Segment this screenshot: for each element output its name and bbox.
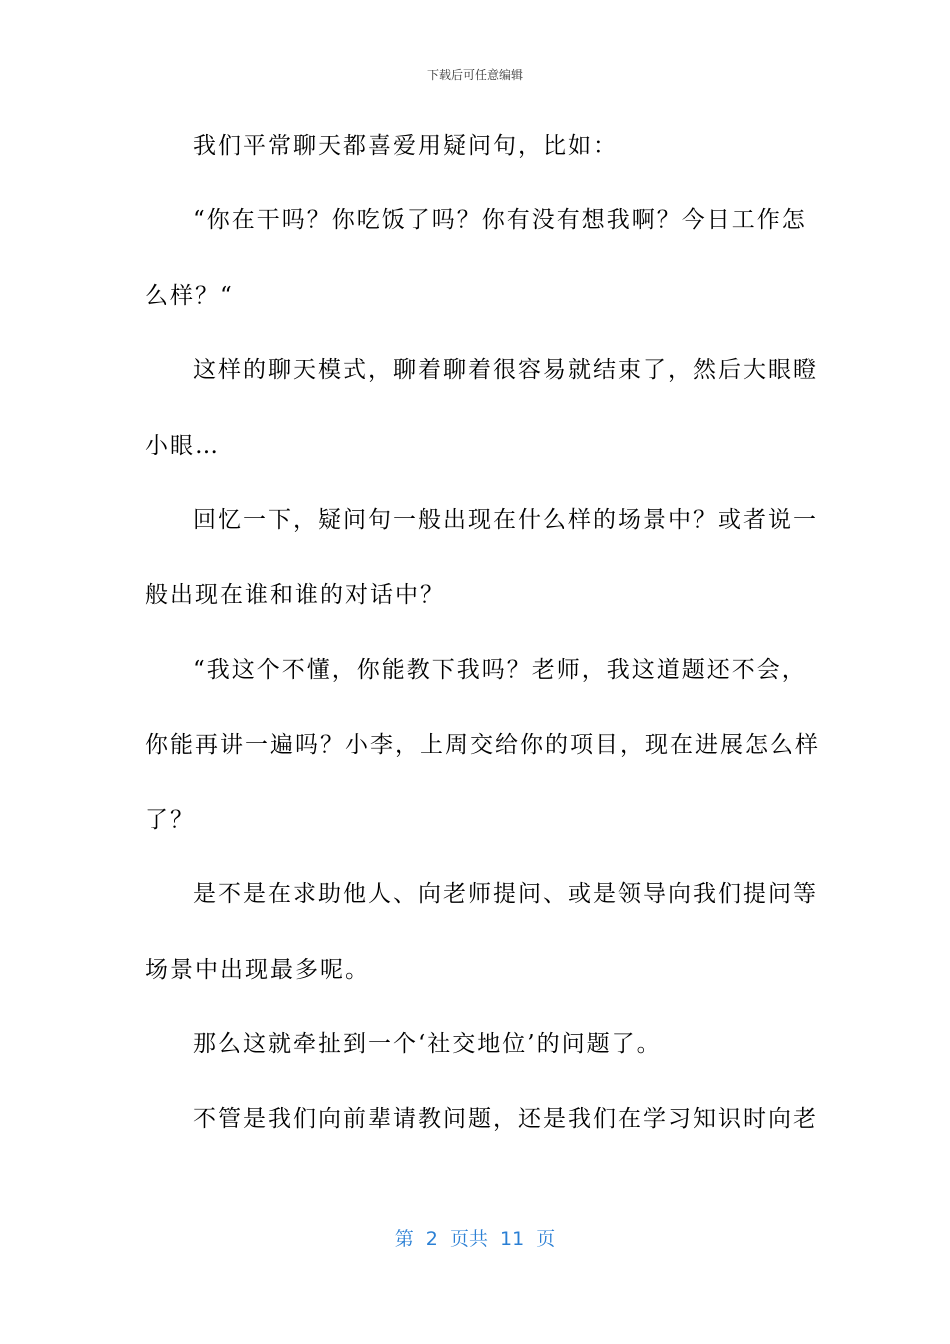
- paragraph-line: 你能再讲一遍吗？小李，上周交给你的项目，现在进展怎么样: [145, 732, 820, 758]
- paragraph-line: 么样？“: [145, 283, 234, 309]
- paragraph-line: “我这个不懂，你能教下我吗？老师，我这道题还不会，: [193, 657, 807, 683]
- paragraph-line: 我们平常聊天都喜爱用疑问句，比如：: [193, 133, 618, 159]
- paragraph-line: “你在干吗？你吃饭了吗？你有没有想我啊？今日工作怎: [193, 207, 807, 233]
- paragraph-line: 小眼…: [145, 433, 220, 459]
- paragraph-line: 是不是在求助他人、向老师提问、或是领导向我们提问等: [193, 881, 818, 907]
- paragraph-line: 这样的聊天模式，聊着聊着很容易就结束了，然后大眼瞪: [193, 357, 818, 383]
- header-note: 下载后可任意编辑: [426, 68, 523, 82]
- paragraph-line: 场景中出现最多呢。: [145, 957, 370, 983]
- paragraph-line: 不管是我们向前辈请教问题，还是我们在学习知识时向老: [193, 1106, 818, 1132]
- paragraph-line: 那么这就牵扯到一个‘社交地位’的问题了。: [193, 1031, 662, 1057]
- paragraph-line: 般出现在谁和谁的对话中？: [145, 582, 445, 608]
- paragraph-line: 了？: [145, 807, 195, 833]
- page-number: 第 2 页共 11 页: [394, 1228, 556, 1250]
- paragraph-line: 回忆一下，疑问句一般出现在什么样的场景中？或者说一: [193, 507, 818, 533]
